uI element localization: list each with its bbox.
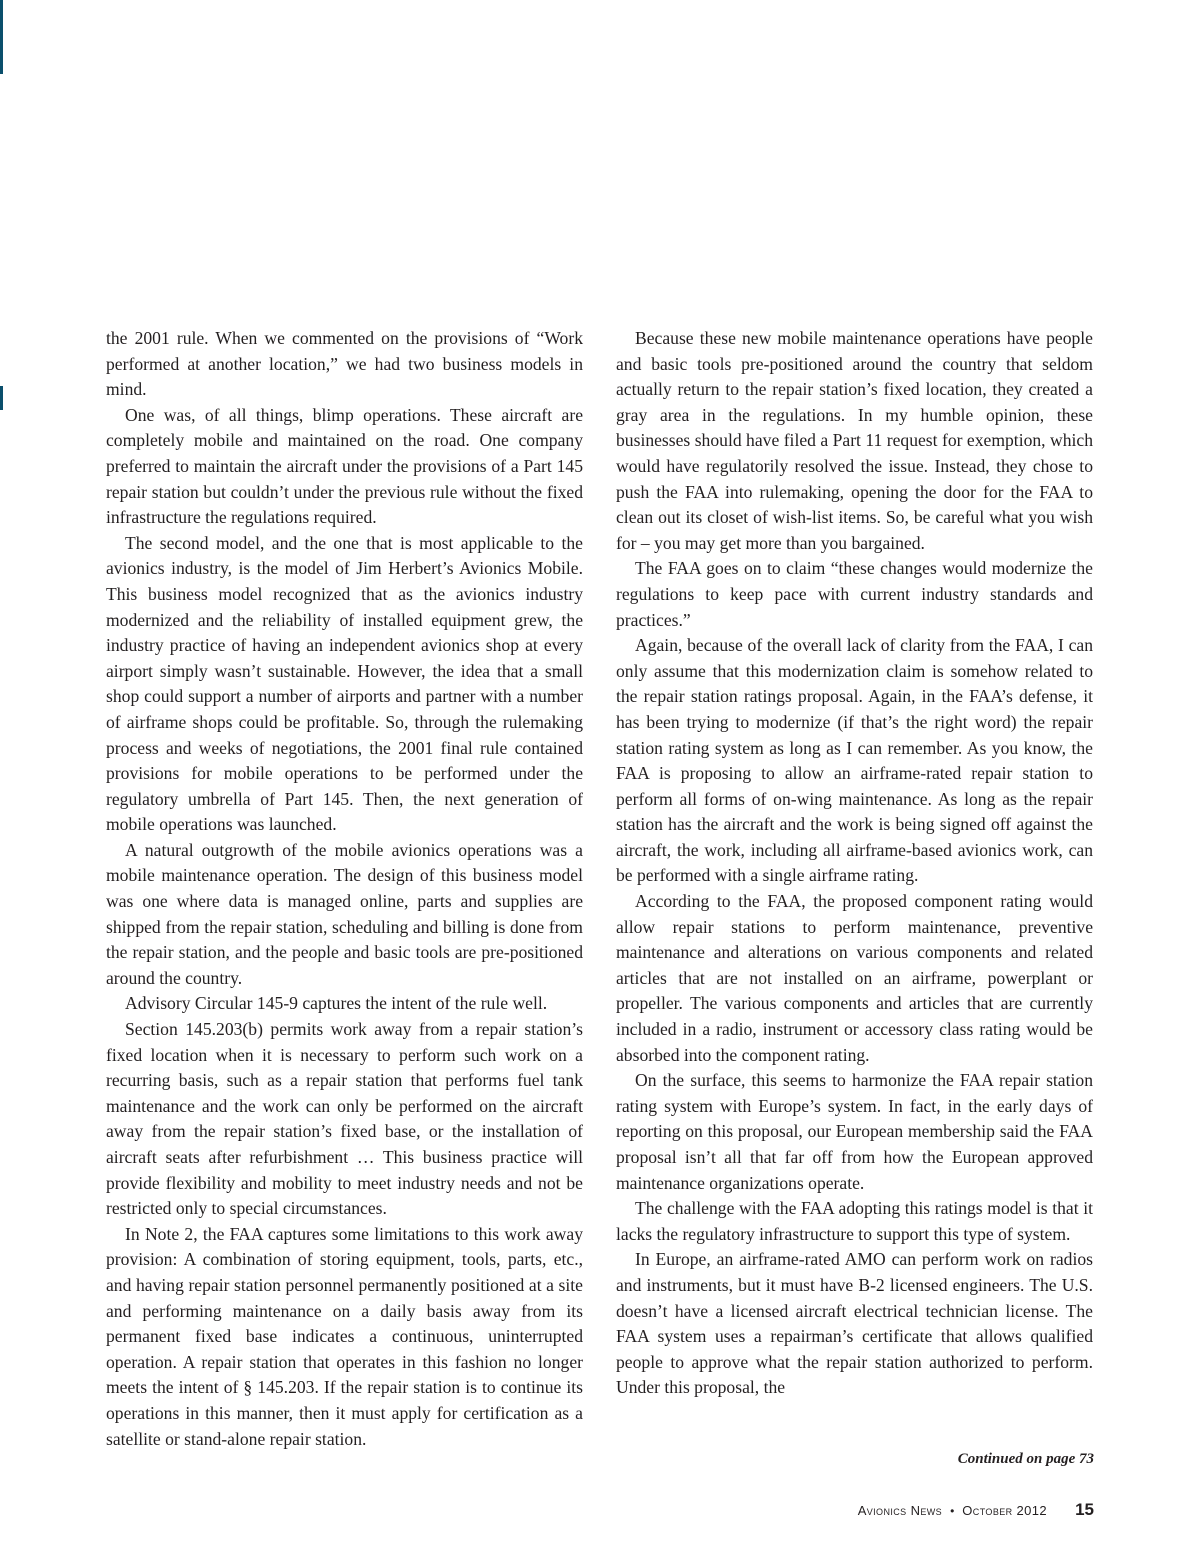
article-left-column [106,326,583,1452]
page-edge-marker-top [0,0,3,74]
paragraph: According to the FAA, the proposed component rating would allow repair stations to perform maintenance, preventive maintenance and alterations on various components and related articles that are not installed on an airframe, powerplant or propeller. The various components and articles that are currently included in a radio, instrument or accessory class rating would be absorbed into the component rating. [616,891,1093,1065]
footer-separator: • [950,1504,955,1518]
paragraph: Because these new mobile maintenance operations have people and basic tools pre-positioned around the country that seldom actually return to the repair station’s fixed location, they created a gray area in the regulations. In my humble opinion, these businesses should have filed a Part 11 request for exemption, which would have regulatorily resolved the issue. Instead, they chose to push the FAA into rulemaking, opening the door for the FAA to clean out its closet of wish-list items. So, be careful what you wish for – you may get more than you bargained. [616,328,1093,553]
paragraph: In Europe, an airframe-rated AMO can perform work on radios and instruments, but it must have B-2 licensed engineers. The U.S. doesn’t have a licensed aircraft electrical technician license. The FAA system uses a repairman’s certificate that allows qualified people to approve what the repair station authorized to perform. Under this proposal, the [616,1249,1093,1398]
paragraph: A natural outgrowth of the mobile avionics operations was a mobile maintenance operation. The design of this business model was one where data is managed online, parts and supplies are shipped from the repair station, scheduling and billing is done from the repair station, and the people and basic tools are pre-positioned around the country. [106,839,583,988]
paragraph: the 2001 rule. When we commented on the provisions of “Work performed at another location,” we had two business models in mind. [106,328,583,400]
page-number: 15 [1075,1500,1094,1519]
page-footer [858,1500,1094,1520]
paragraph: In Note 2, the FAA captures some limitations to this work away provision: A combination of storing equipment, tools, parts, etc., and having repair station personnel permanently positioned at a site and performing maintenance on a daily basis away from its permanent fixed base indicates a continuous, uninterrupted operation. A repair station that operates in this fashion no longer meets the intent of § 145.203. If the repair station is to continue its operations in this manner, then it must apply for certification as a satellite or stand-alone repair station. [106,1223,583,1449]
continued-on-page-note: Continued on page 73 [957,1451,1094,1467]
paragraph: Advisory Circular 145-9 captures the intent of the rule well. [125,993,548,1014]
paragraph: The second model, and the one that is most applicable to the avionics industry, is the model of Jim Herbert’s Avionics Mobile. This business model recognized that as the avionics industry modernized and the reliability of installed equipment grew, the industry practice of having an independent avionics shop at every airport simply wasn’t sustainable. However, the idea that a small shop could support a number of airports and partner with a number of airframe shops could be profitable. So, through the rulemaking process and weeks of negotiations, the 2001 final rule contained provisions for mobile operations to be performed under the regulatory umbrella of Part 145. Then, the next generation of mobile operations was launched. [106,532,583,835]
issue-date: October 2012 [962,1503,1048,1518]
paragraph: One was, of all things, blimp operations. These aircraft are completely mobile and maintained on the road. One company preferred to maintain the aircraft under the provisions of a Part 145 repair station but couldn’t under the previous rule without the fixed infrastructure the regulations required. [106,404,583,528]
article-right-column [616,326,1093,1401]
paragraph: The challenge with the FAA adopting this ratings model is that it lacks the regulatory infrastructure to support this type of system. [616,1198,1093,1244]
paragraph: On the surface, this seems to harmonize the FAA repair station rating system with Europe’s system. In fact, in the early days of reporting on this proposal, our European membership said the FAA proposal isn’t all that far off from how the European approved maintenance organizations operate. [616,1070,1093,1193]
publication-name: Avionics News [857,1503,943,1518]
paragraph: The FAA goes on to claim “these changes would modernize the regulations to keep pace with current industry standards and practices.” [616,558,1093,630]
paragraph: Again, because of the overall lack of clarity from the FAA, I can only assume that this modernization claim is somehow related to the repair station ratings proposal. Again, in the FAA’s defense, it has been trying to modernize (if that’s the right word) the repair station rating system as long as I can remember. As you know, the FAA is proposing to allow an airframe-rated repair station to perform all forms of on-wing maintenance. As long as the repair station has the aircraft and the work is being signed off against the aircraft, the work, including all airframe-based avionics work, can be performed with a single airframe rating. [616,635,1093,886]
paragraph: Section 145.203(b) permits work away from a repair station’s fixed location when it is necessary to perform such work on a recurring basis, such as a repair station that performs fuel tank maintenance and the work can only be performed on the aircraft away from the repair station’s fixed base, or the installation of aircraft seats after refurbishment … This business practice will provide flexibility and mobility to meet industry needs and not be restricted only to special circumstances. [106,1019,583,1219]
page-edge-marker-middle [0,386,3,410]
